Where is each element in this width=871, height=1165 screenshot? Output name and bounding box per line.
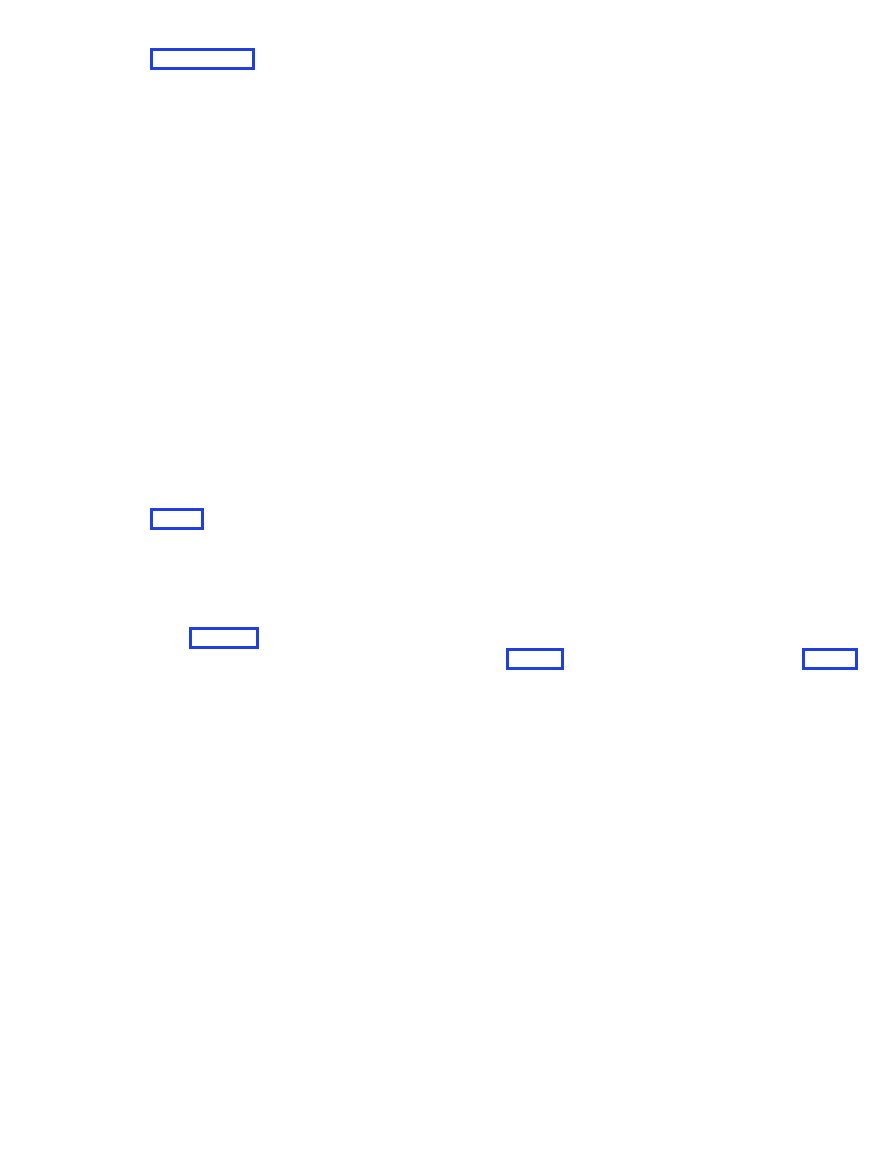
balance-chart xyxy=(15,967,860,1162)
highlight-balance-drawdown-pct xyxy=(506,648,564,670)
highlight-equity-drawdown-pct xyxy=(802,648,858,670)
highlight-total-net-profit xyxy=(189,627,259,649)
highlight-symbol xyxy=(150,48,255,70)
highlight-initial-deposit xyxy=(150,508,204,530)
